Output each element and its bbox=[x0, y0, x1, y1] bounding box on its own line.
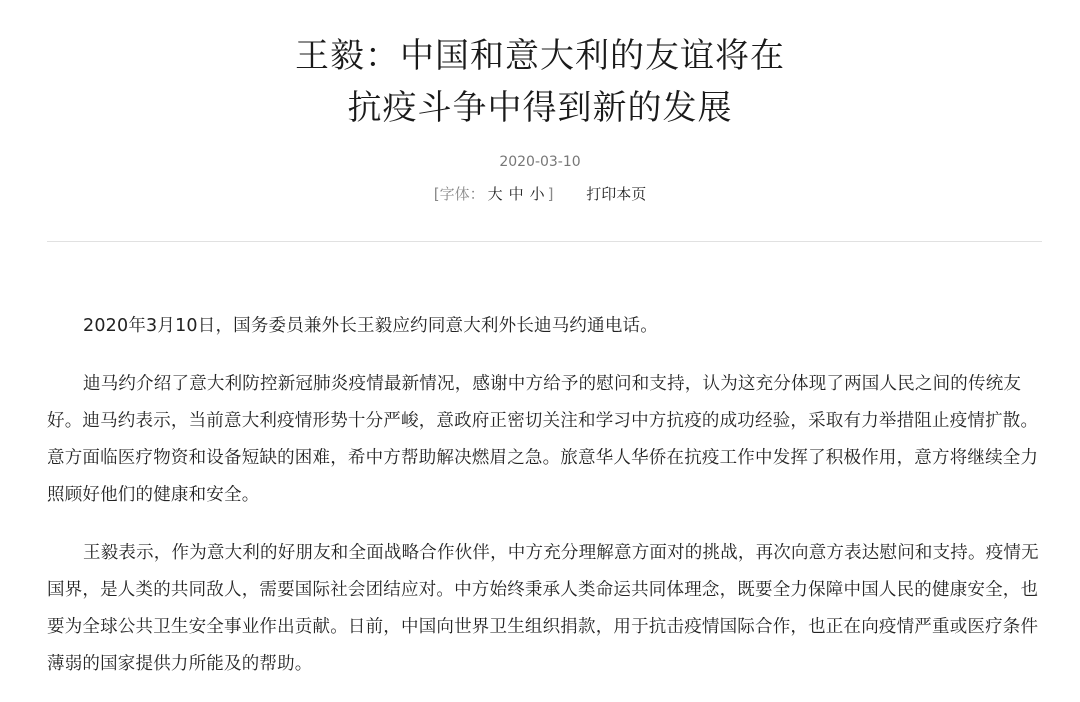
font-size-selector bbox=[434, 183, 554, 205]
font-size-small-link[interactable]: 小 bbox=[529, 185, 545, 203]
header-divider bbox=[47, 241, 1042, 242]
bracket-close: ] bbox=[547, 185, 554, 203]
article-toolbar bbox=[0, 183, 1080, 205]
article-paragraph-1: 2020年3月10日，国务委员兼外长王毅应约同意大利外长迪马约通电话。 bbox=[83, 316, 658, 336]
font-size-medium-link[interactable]: 中 bbox=[508, 185, 524, 203]
publish-date: 2020-03-10 bbox=[499, 154, 581, 170]
article-title-line-2: 抗疫斗争中得到新的发展 bbox=[347, 88, 733, 128]
font-size-label: 字体： bbox=[439, 185, 485, 203]
article-title-line-1: 王毅：中国和意大利的友谊将在 bbox=[295, 36, 785, 76]
print-page-link[interactable]: 打印本页 bbox=[586, 185, 647, 203]
bracket-open: [ bbox=[433, 185, 440, 203]
article-paragraph-3: 王毅表示，作为意大利的好朋友和全面战略合作伙伴，中方充分理解意方面对的挑战，再次向意方表达慰问和支持。疫情无国界，是人类的共同敌人，需要国际社会团结应对。中方始终秉承人类命运共同体理念，既要全力保障中国人民的健康安全，也要为全球公共卫生安全事业作出贡献。日前，中国向世界卫生组织捐款，用于抗击疫情国际合作，也正在向疫情严重或医疗条件薄弱的国家提供力所能及的帮助。 bbox=[47, 543, 1039, 674]
font-size-large-link[interactable]: 大 bbox=[487, 185, 503, 203]
article-paragraph-2: 迪马约介绍了意大利防控新冠肺炎疫情最新情况，感谢中方给予的慰问和支持，认为这充分体现了两国人民之间的传统友好。迪马约表示，当前意大利疫情形势十分严峻，意政府正密切关注和学习中方抗疫的成功经验，采取有力举措阻止疫情扩散。意方面临医疗物资和设备短缺的困难，希中方帮助解决燃眉之急。旅意华人华侨在抗疫工作中发挥了积极作用，意方将继续全力照顾好他们的健康和安全。 bbox=[47, 374, 1039, 505]
